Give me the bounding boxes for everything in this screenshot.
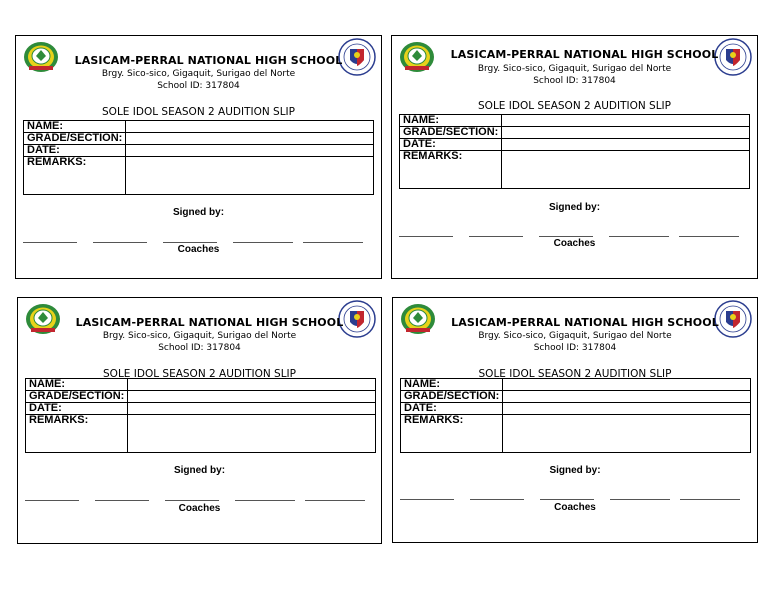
remarks-field[interactable] <box>503 415 751 453</box>
signature-line[interactable] <box>233 242 293 243</box>
signature-line[interactable] <box>680 499 740 500</box>
signature-line[interactable] <box>610 499 670 500</box>
date-label: DATE: <box>400 139 502 151</box>
date-field[interactable] <box>126 145 374 157</box>
school-name: LASICAM-PERRAL NATIONAL HIGH SCHOOL <box>75 316 344 329</box>
signature-line[interactable] <box>235 500 295 501</box>
signature-line[interactable] <box>95 500 149 501</box>
school-id: School ID: 317804 <box>157 81 240 91</box>
signed-by-label: Signed by: <box>548 202 601 213</box>
school-address: Brgy. Sico-sico, Gigaquit, Surigao del Norte <box>102 331 297 341</box>
remarks-field[interactable] <box>128 415 376 453</box>
slip-title: SOLE IDOL SEASON 2 AUDITION SLIP <box>103 368 296 380</box>
school-address: Brgy. Sico-sico, Gigaquit, Surigao del Norte <box>477 64 672 74</box>
remarks-field[interactable] <box>502 151 750 189</box>
grade-section-field[interactable] <box>128 391 376 403</box>
school-id: School ID: 317804 <box>533 343 617 353</box>
name-label: NAME: <box>26 379 128 391</box>
signature-line[interactable] <box>93 242 147 243</box>
name-label: NAME: <box>401 379 503 391</box>
signed-by-label: Signed by: <box>173 465 226 476</box>
date-field[interactable] <box>128 403 376 415</box>
slip-title: SOLE IDOL SEASON 2 AUDITION SLIP <box>478 100 671 112</box>
audition-slip <box>17 297 382 544</box>
remarks-label: REMARKS: <box>26 415 128 453</box>
grade-section-field[interactable] <box>126 133 374 145</box>
remarks-label: REMARKS: <box>400 151 502 189</box>
signature-line[interactable] <box>23 242 77 243</box>
name-field[interactable] <box>128 379 376 391</box>
name-label: NAME: <box>400 115 502 127</box>
school-address: Brgy. Sico-sico, Gigaquit, Surigao del Norte <box>101 69 296 79</box>
date-field[interactable] <box>503 403 751 415</box>
date-field[interactable] <box>502 139 750 151</box>
grade-section-label: GRADE/SECTION: <box>400 127 502 139</box>
slip-form-table <box>400 378 751 453</box>
signature-line[interactable] <box>539 236 593 237</box>
school-name: LASICAM-PERRAL NATIONAL HIGH SCHOOL <box>450 48 719 61</box>
signed-by-label: Signed by: <box>549 465 601 476</box>
slip-form-table <box>25 378 376 453</box>
signature-line[interactable] <box>305 500 365 501</box>
signature-line[interactable] <box>163 242 217 243</box>
signature-line[interactable] <box>400 499 454 500</box>
coaches-label: Coaches <box>178 503 221 514</box>
remarks-label: REMARKS: <box>401 415 503 453</box>
signature-line[interactable] <box>679 236 739 237</box>
grade-section-field[interactable] <box>502 127 750 139</box>
school-address: Brgy. Sico-sico, Gigaquit, Surigao del Norte <box>478 331 672 341</box>
remarks-field[interactable] <box>126 157 374 195</box>
name-field[interactable] <box>503 379 751 391</box>
signature-line[interactable] <box>540 499 594 500</box>
signature-line[interactable] <box>469 236 523 237</box>
name-label: NAME: <box>24 121 126 133</box>
grade-section-label: GRADE/SECTION: <box>401 391 503 403</box>
date-label: DATE: <box>24 145 126 157</box>
coaches-label: Coaches <box>554 502 596 513</box>
name-field[interactable] <box>126 121 374 133</box>
slip-title: SOLE IDOL SEASON 2 AUDITION SLIP <box>102 106 295 118</box>
slip-form-table <box>399 114 750 189</box>
grade-section-label: GRADE/SECTION: <box>24 133 126 145</box>
school-name: LASICAM-PERRAL NATIONAL HIGH SCHOOL <box>74 54 343 67</box>
name-field[interactable] <box>502 115 750 127</box>
school-name: LASICAM-PERRAL NATIONAL HIGH SCHOOL <box>451 316 719 329</box>
signature-line[interactable] <box>25 500 79 501</box>
audition-slip <box>391 35 758 279</box>
school-id: School ID: 317804 <box>533 76 616 86</box>
signature-line[interactable] <box>165 500 219 501</box>
signature-line[interactable] <box>303 242 363 243</box>
slip-title: SOLE IDOL SEASON 2 AUDITION SLIP <box>478 368 672 380</box>
signature-line[interactable] <box>470 499 524 500</box>
audition-slip <box>392 297 758 543</box>
grade-section-field[interactable] <box>503 391 751 403</box>
coaches-label: Coaches <box>553 238 596 249</box>
remarks-label: REMARKS: <box>24 157 126 195</box>
audition-slip <box>15 35 382 279</box>
signature-line[interactable] <box>399 236 453 237</box>
slip-form-table <box>23 120 374 195</box>
date-label: DATE: <box>401 403 503 415</box>
signature-line[interactable] <box>609 236 669 237</box>
grade-section-label: GRADE/SECTION: <box>26 391 128 403</box>
school-id: School ID: 317804 <box>158 343 241 353</box>
signed-by-label: Signed by: <box>172 207 225 218</box>
date-label: DATE: <box>26 403 128 415</box>
coaches-label: Coaches <box>177 244 220 255</box>
